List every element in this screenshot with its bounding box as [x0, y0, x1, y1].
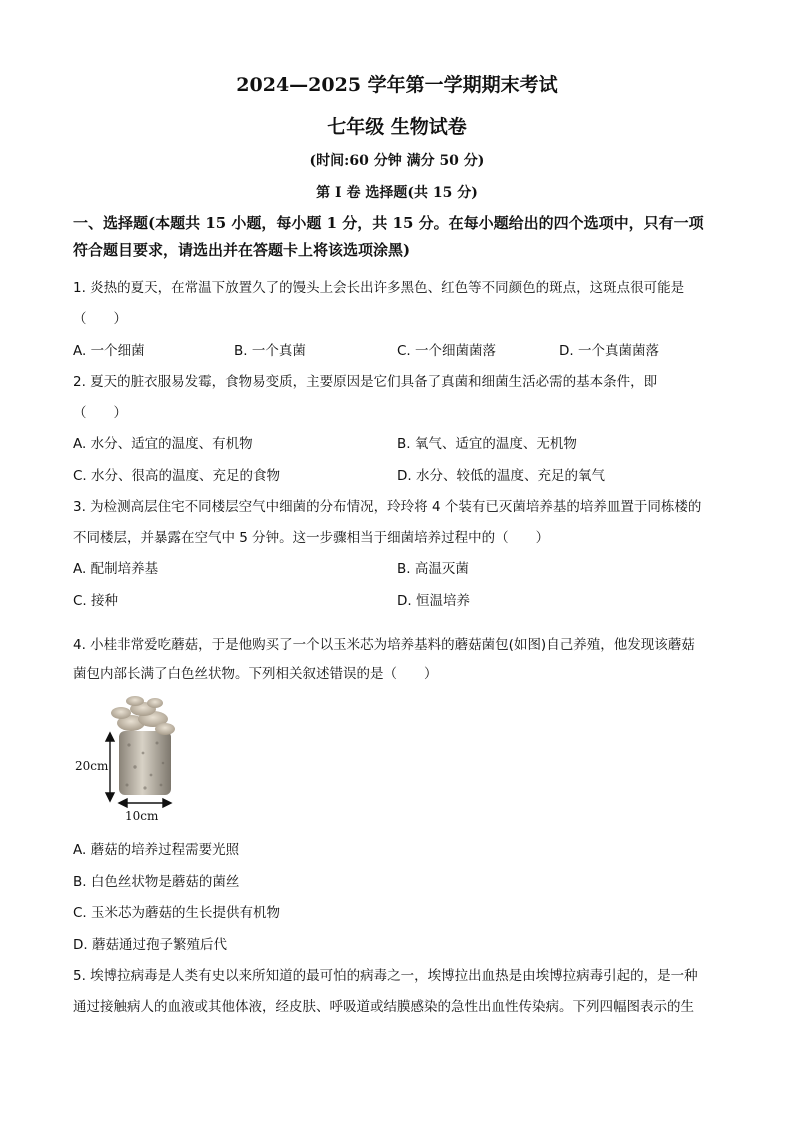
q1-stem-line1: 1. 炎热的夏天，在常温下放置久了的馒头上会长出许多黑色、红色等不同颜色的斑点，这斑点很可能是	[73, 280, 685, 296]
q2-option-d: D. 水分、较低的温度、充足的氧气	[397, 468, 605, 484]
q2-option-c: C. 水分、很高的温度、充足的食物	[73, 468, 281, 484]
q1-option-a: A. 一个细菌	[73, 343, 145, 359]
section-heading-line2: 符合题目要求，请选出并在答题卡上将该选项涂黑)	[73, 241, 411, 259]
section-heading	[73, 210, 729, 264]
q1-stem-line2: （ ）	[73, 311, 127, 327]
part-title: 第 I 卷 选择题(共 15 分)	[316, 185, 478, 201]
q1-option-b: B. 一个真菌	[234, 343, 306, 359]
section-heading-line1: 一、选择题(本题共 15 小题，每小题 1 分，共 15 分。在每小题给出的四个选项中，只有一项	[73, 214, 704, 232]
q4-option-a: A. 蘑菇的培养过程需要光照	[73, 842, 240, 858]
q3-option-a: A. 配制培养基	[73, 561, 159, 577]
q4-option-d: D. 蘑菇通过孢子繁殖后代	[73, 937, 227, 953]
q4-option-b: B. 白色丝状物是蘑菇的菌丝	[73, 874, 240, 890]
q2-option-a: A. 水分、适宜的温度、有机物	[73, 436, 253, 452]
q1-option-d: D. 一个真菌菌落	[559, 343, 659, 359]
q4-stem-line1: 4. 小桂非常爱吃蘑菇，于是他购买了一个以玉米芯为培养基料的蘑菇菌包(如图)自己养殖，他发现该蘑菇	[73, 637, 695, 653]
q3-option-b: B. 高温灭菌	[397, 561, 469, 577]
q1-option-c: C. 一个细菌菌落	[397, 343, 497, 359]
q2-stem-line2: （ ）	[73, 405, 127, 421]
q3-stem-line1: 3. 为检测高层住宅不同楼层空气中细菌的分布情况，玲玲将 4 个装有已灭菌培养基的培养皿置于同栋楼的	[73, 499, 702, 515]
q3-option-c: C. 接种	[73, 593, 119, 609]
width-dimension-arrow	[119, 799, 171, 807]
mushroom-bag-figure	[73, 693, 183, 825]
exam-subtitle: 七年级 生物试卷	[327, 116, 467, 138]
q3-option-d: D. 恒温培养	[397, 593, 470, 609]
q2-stem-line1: 2. 夏天的脏衣服易发霉，食物易变质，主要原因是它们具备了真菌和细菌生活必需的基本条件，即	[73, 374, 658, 390]
q4-stem-line2: 菌包内部长满了白色丝状物。下列相关叙述错误的是（ ）	[73, 666, 438, 682]
width-label: 10cm	[125, 809, 159, 823]
q4-option-c: C. 玉米芯为蘑菇的生长提供有机物	[73, 905, 281, 921]
time-info: (时间:60 分钟 满分 50 分)	[309, 153, 485, 169]
q2-option-b: B. 氧气、适宜的温度、无机物	[397, 436, 577, 452]
mushroom-caps	[111, 696, 175, 735]
q5-stem-line2: 通过接触病人的血液或其他体液，经皮肤、呼吸道或结膜感染的急性出血性传染病。下列四幅图表示的生	[73, 999, 694, 1015]
q5-stem-line1: 5. 埃博拉病毒是人类有史以来所知道的最可怕的病毒之一，埃博拉出血热是由埃博拉病毒引起的，是一种	[73, 968, 698, 984]
exam-title: 2024—2025 学年第一学期期末考试	[236, 74, 558, 96]
q3-stem-line2: 不同楼层，并暴露在空气中 5 分钟。这一步骤相当于细菌培养过程中的（ ）	[73, 530, 550, 546]
height-label: 20cm	[75, 759, 109, 773]
